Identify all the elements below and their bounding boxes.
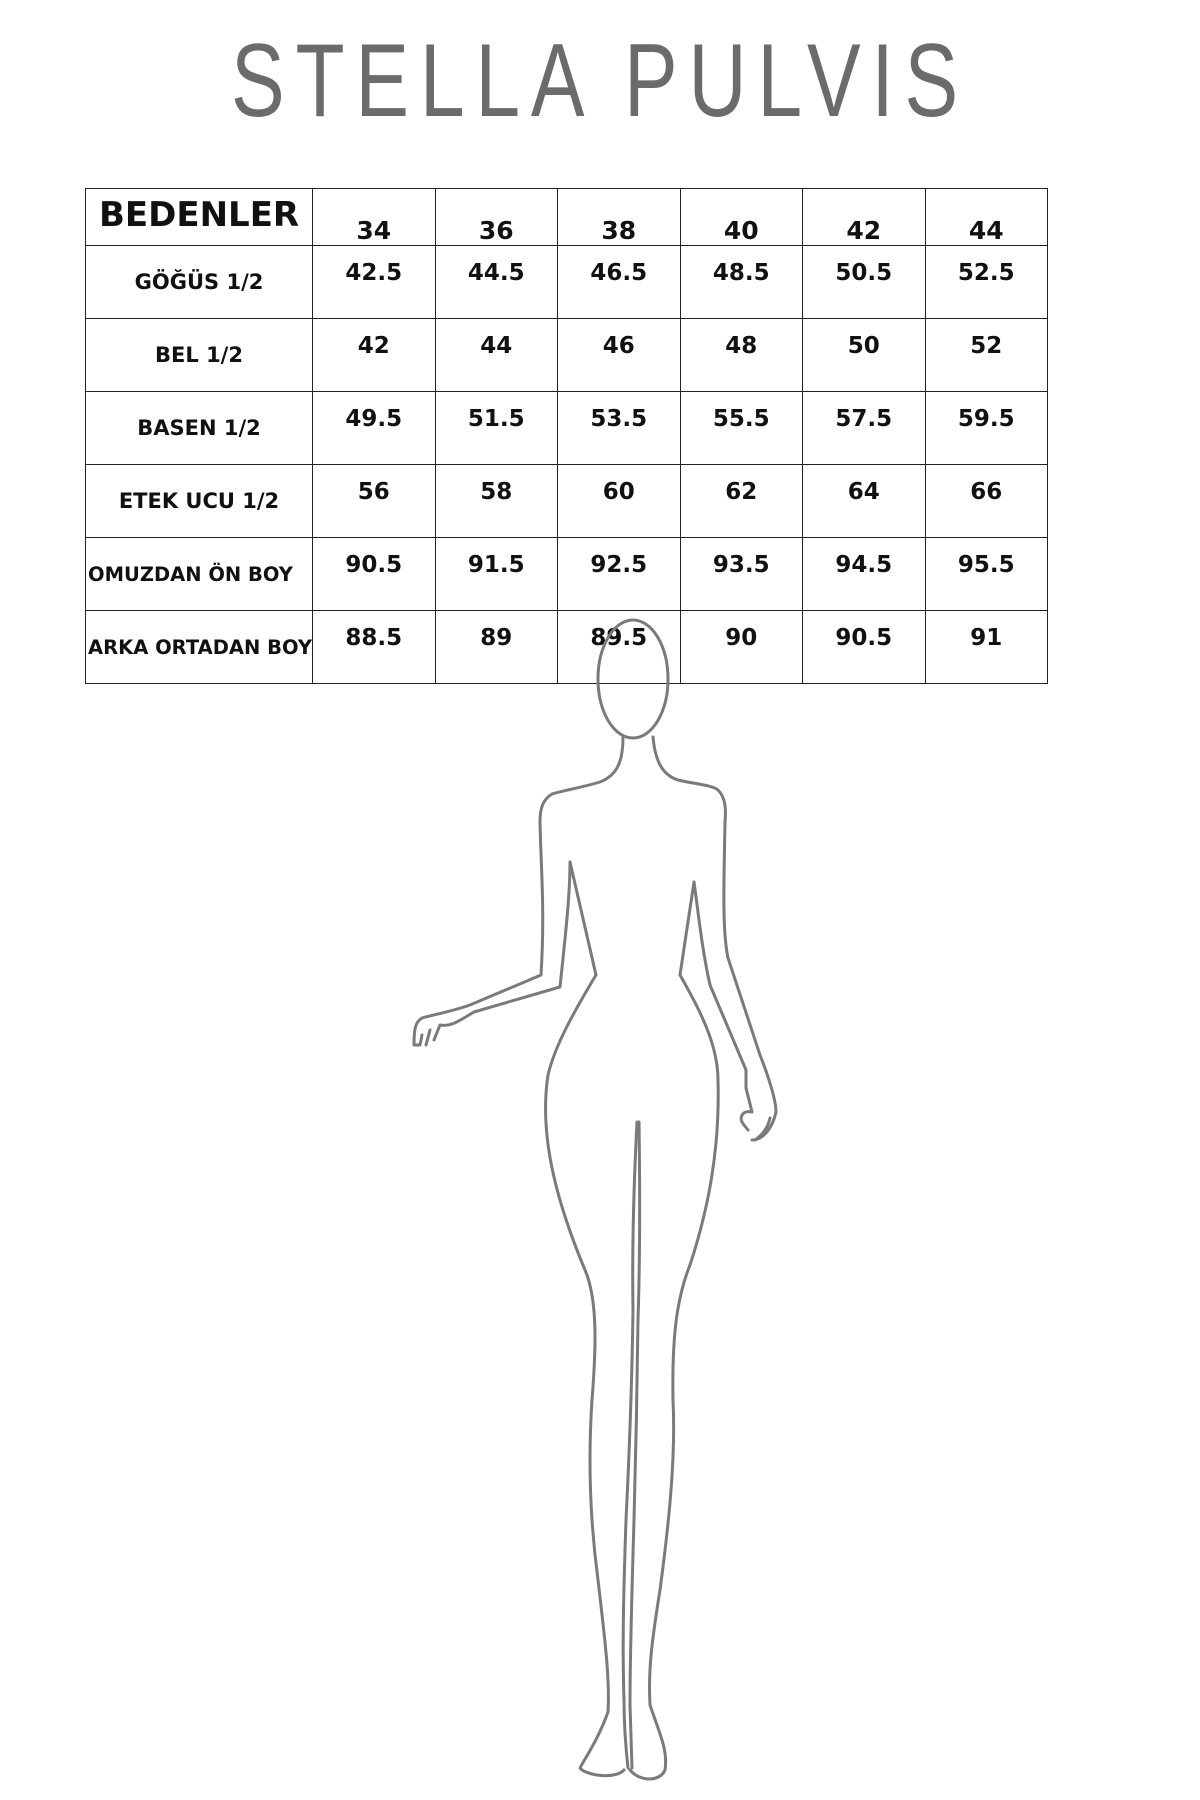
value-cell: 56 (313, 465, 436, 538)
value-cell: 46.5 (558, 246, 681, 319)
measurement-row-front-length (86, 538, 1048, 611)
value-cell: 89.5 (558, 611, 681, 684)
measurement-row-waist (86, 319, 1048, 392)
value-cell: 49.5 (313, 392, 436, 465)
value-cell: 55.5 (680, 392, 803, 465)
row-label: OMUZDAN ÖN BOY (86, 538, 313, 611)
value-cell: 59.5 (925, 392, 1048, 465)
value-cell: 90.5 (313, 538, 436, 611)
value-cell: 94.5 (803, 538, 926, 611)
value-cell: 90.5 (803, 611, 926, 684)
value-cell: 89 (435, 611, 558, 684)
measurement-row-bust (86, 246, 1048, 319)
size-header-label: BEDENLER (86, 189, 313, 246)
size-header-cell: 36 (435, 189, 558, 246)
brand-name: STELLA PULVIS (231, 23, 969, 132)
left-leg-outline (546, 975, 624, 1776)
value-cell: 51.5 (435, 392, 558, 465)
value-cell: 91.5 (435, 538, 558, 611)
value-cell: 91 (925, 611, 1048, 684)
fashion-croquis-figure-icon (380, 612, 800, 1792)
value-cell: 48.5 (680, 246, 803, 319)
row-label: ETEK UCU 1/2 (86, 465, 313, 538)
value-cell: 42.5 (313, 246, 436, 319)
value-cell: 93.5 (680, 538, 803, 611)
value-cell: 50 (803, 319, 926, 392)
value-cell: 52.5 (925, 246, 1048, 319)
value-cell: 58 (435, 465, 558, 538)
value-cell: 90 (680, 611, 803, 684)
row-label: BASEN 1/2 (86, 392, 313, 465)
value-cell: 57.5 (803, 392, 926, 465)
value-cell: 42 (313, 319, 436, 392)
torso-line-right (680, 882, 694, 975)
value-cell: 60 (558, 465, 681, 538)
row-label: ARKA ORTADAN BOY (86, 611, 313, 684)
size-header-row (86, 189, 1048, 246)
size-header-cell: 34 (313, 189, 436, 246)
value-cell: 88.5 (313, 611, 436, 684)
value-cell: 44.5 (435, 246, 558, 319)
neck-shoulder-outline (540, 737, 623, 822)
value-cell: 52 (925, 319, 1048, 392)
left-arm-outline (414, 822, 570, 1045)
value-cell: 95.5 (925, 538, 1048, 611)
size-chart-table (85, 188, 1048, 684)
right-arm-outline (694, 822, 776, 1140)
size-header-cell: 44 (925, 189, 1048, 246)
head-outline (598, 620, 668, 738)
size-header-cell: 38 (558, 189, 681, 246)
row-label: BEL 1/2 (86, 319, 313, 392)
brand-logo (0, 22, 1200, 132)
value-cell: 53.5 (558, 392, 681, 465)
measurement-row-hem (86, 465, 1048, 538)
value-cell: 44 (435, 319, 558, 392)
row-label: GÖĞÜS 1/2 (86, 246, 313, 319)
value-cell: 46 (558, 319, 681, 392)
size-header-cell: 42 (803, 189, 926, 246)
measurement-row-hip (86, 392, 1048, 465)
value-cell: 48 (680, 319, 803, 392)
size-header-cell: 40 (680, 189, 803, 246)
value-cell: 62 (680, 465, 803, 538)
value-cell: 66 (925, 465, 1048, 538)
value-cell: 92.5 (558, 538, 681, 611)
neck-shoulder-outline-right (653, 737, 725, 822)
torso-line-left (570, 862, 596, 975)
value-cell: 50.5 (803, 246, 926, 319)
right-leg-outline (630, 975, 718, 1779)
value-cell: 64 (803, 465, 926, 538)
